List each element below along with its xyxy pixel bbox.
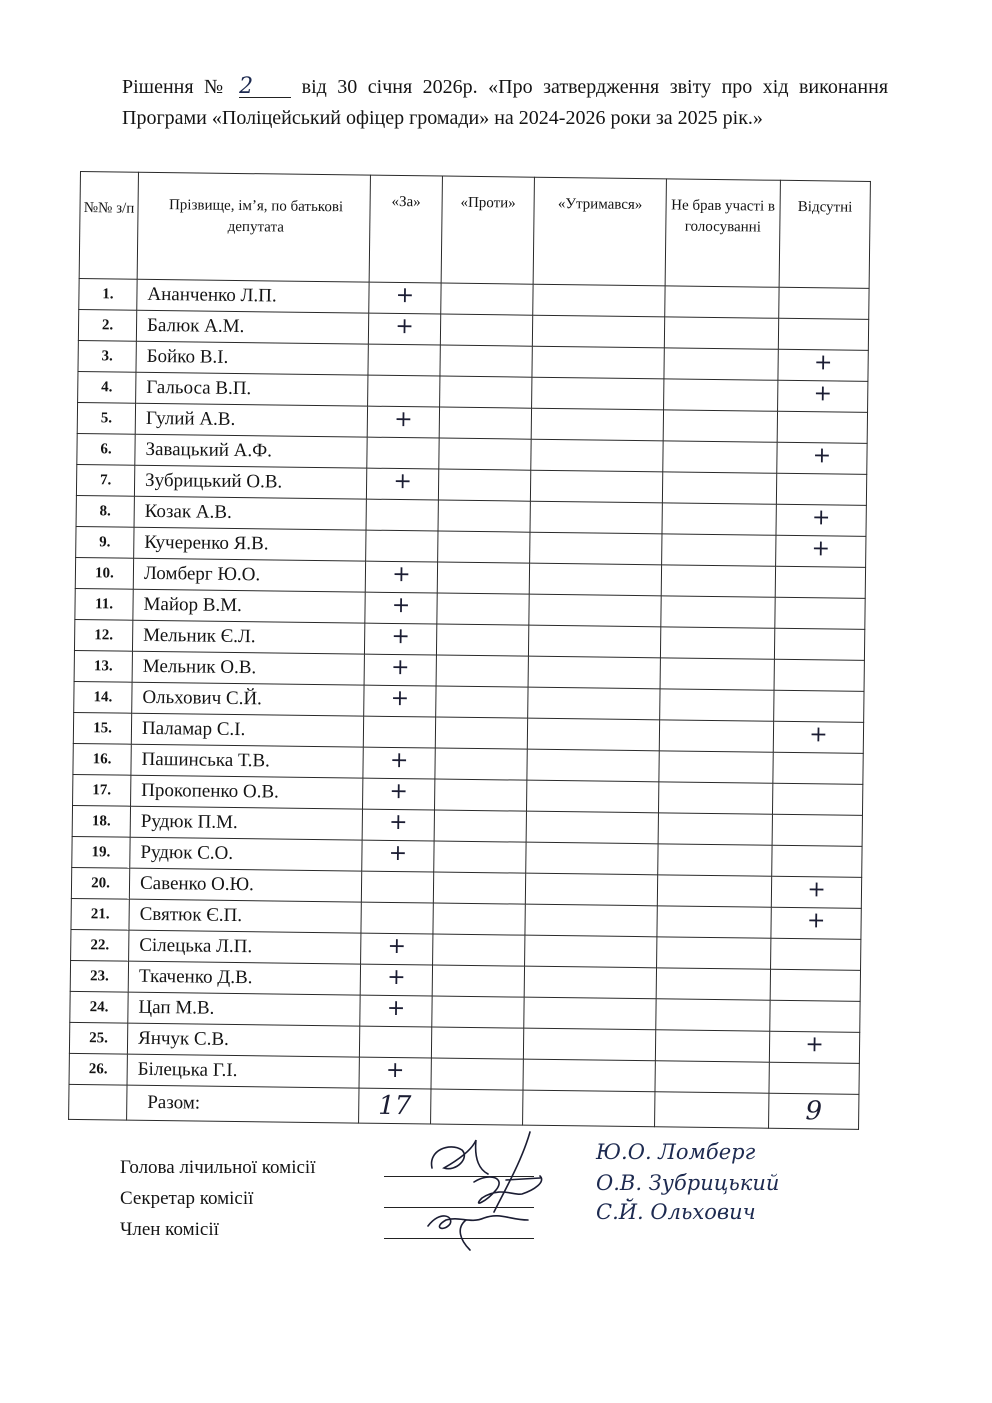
vote-for-mark: + [369, 282, 441, 314]
vote-against-mark [432, 965, 524, 997]
absent-mark [776, 473, 866, 505]
vote-for-mark: + [362, 809, 434, 841]
deputy-name: Мельник О.В. [132, 651, 364, 685]
not-voting-mark [659, 720, 773, 752]
row-number: 26. [69, 1053, 127, 1085]
vote-abstained-mark [526, 842, 658, 875]
row-number: 5. [77, 402, 135, 434]
row-number: 23. [70, 960, 128, 992]
row-number: 1. [79, 278, 137, 310]
absent-mark: + [776, 535, 866, 567]
vote-abstained-mark [528, 625, 660, 658]
vote-for-mark: + [359, 1057, 431, 1089]
vote-against-mark [435, 717, 527, 749]
deputy-name: Кучеренко Я.В. [134, 527, 366, 561]
absent-mark [774, 628, 864, 660]
row-number: 12. [74, 619, 132, 651]
col-header-against: «Проти» [441, 176, 534, 284]
absent-mark [775, 566, 865, 598]
chair-signature-stroke [432, 1140, 488, 1174]
vote-for-mark: + [365, 592, 437, 624]
not-voting-mark [656, 999, 770, 1031]
not-voting-mark [663, 441, 777, 473]
vote-abstained-mark [527, 718, 659, 751]
vote-against-mark [432, 996, 524, 1028]
vote-against-mark [436, 686, 528, 718]
not-voting-mark [660, 658, 774, 690]
member-signature-stroke [428, 1216, 528, 1229]
decision-prefix: Рішення № [122, 76, 229, 98]
not-voting-mark [665, 286, 779, 318]
absent-mark [770, 969, 860, 1001]
absent-mark: + [778, 349, 868, 381]
deputy-name: Зубрицький О.В. [134, 465, 366, 499]
row-number: 10. [75, 557, 133, 589]
member-signature-loop [460, 1220, 470, 1250]
secretary-label: Секретар комісії [120, 1188, 254, 1209]
absent-mark [773, 752, 863, 784]
vote-abstained-mark [526, 811, 658, 844]
vote-for-mark [359, 1026, 431, 1058]
col-header-for: «За» [369, 175, 442, 283]
absent-mark [774, 659, 864, 691]
deputy-name: Білецька Г.І. [127, 1054, 359, 1088]
deputy-name: Ольхович С.Й. [132, 682, 364, 716]
deputy-name: Мельник Є.Л. [132, 620, 364, 654]
table-header-row [79, 172, 870, 289]
vote-abstained-mark [532, 377, 664, 410]
row-number: 25. [69, 1022, 127, 1054]
vote-abstained-mark [526, 780, 658, 813]
row-number: 4. [78, 371, 136, 403]
vote-for-mark [368, 344, 440, 376]
vote-for-mark: + [363, 778, 435, 810]
row-number: 14. [74, 681, 132, 713]
not-voting-mark [662, 472, 776, 504]
vote-against-mark [440, 314, 532, 346]
vote-for-mark: + [365, 561, 437, 593]
deputy-name: Завацький А.Ф. [135, 434, 367, 468]
vote-for-mark [361, 871, 433, 903]
vote-against-mark [435, 748, 527, 780]
decision-number: 2 [239, 77, 291, 98]
vote-abstained-mark [525, 873, 657, 906]
col-header-number: №№ з/п [79, 172, 138, 280]
absent-mark [779, 287, 869, 319]
row-number: 7. [76, 464, 134, 496]
absent-mark: + [773, 721, 863, 753]
vote-against-mark [439, 407, 531, 439]
vote-abstained-mark [523, 1059, 655, 1092]
not-voting-mark [661, 565, 775, 597]
not-voting-mark [657, 937, 771, 969]
row-number: 22. [71, 929, 129, 961]
deputy-name: Майор В.М. [133, 589, 365, 623]
total-absent: 9 [769, 1093, 859, 1129]
total-label: Разом: [127, 1085, 359, 1123]
vote-for-mark: + [364, 654, 436, 686]
deputy-name: Гальоса В.П. [136, 372, 368, 406]
col-header-name: Прізвище, ім’я, по батькові депутата [137, 172, 370, 282]
deputy-name: Паламар С.І. [131, 713, 363, 747]
vote-against-mark [434, 841, 526, 873]
row-number: 15. [73, 712, 131, 744]
absent-mark: + [778, 380, 868, 412]
not-voting-mark [663, 410, 777, 442]
chair-signature-tail [494, 1132, 540, 1212]
vote-against-mark [440, 376, 532, 408]
deputy-name: Ломберг Ю.О. [133, 558, 365, 592]
decision-title [122, 72, 888, 134]
vote-against-mark [441, 283, 533, 315]
vote-for-mark: + [366, 468, 438, 500]
vote-for-mark: + [360, 964, 432, 996]
vote-for-mark [361, 902, 433, 934]
not-voting-mark [658, 782, 772, 814]
vote-abstained-mark [527, 749, 659, 782]
vote-abstained-mark [525, 935, 657, 968]
deputy-name: Сілецька Л.П. [129, 930, 361, 964]
vote-for-mark: + [368, 313, 440, 345]
absent-mark: + [777, 442, 867, 474]
vote-against-mark [440, 345, 532, 377]
row-number: 19. [72, 836, 130, 868]
chair-label: Голова лічильної комісії [120, 1157, 316, 1178]
secretary-handwritten-name: О.В. Зубрицький [596, 1171, 780, 1195]
not-voting-mark [655, 1061, 769, 1093]
deputy-name: Гулий А.В. [135, 403, 367, 437]
vote-for-mark: + [363, 747, 435, 779]
deputy-name: Святюк Є.П. [129, 899, 361, 933]
row-number: 17. [73, 774, 131, 806]
row-number: 24. [70, 991, 128, 1023]
not-voting-mark [657, 875, 771, 907]
total-number-cell [69, 1084, 127, 1120]
not-voting-mark [664, 379, 778, 411]
absent-mark [771, 938, 861, 970]
member-label: Член комісії [120, 1219, 219, 1240]
vote-against-mark [436, 655, 528, 687]
deputy-name: Балюк А.М. [136, 310, 368, 344]
vote-against-mark [431, 1027, 523, 1059]
not-voting-mark [664, 348, 778, 380]
vote-against-mark [434, 779, 526, 811]
vote-abstained-mark [532, 315, 664, 348]
not-voting-mark [662, 503, 776, 535]
voting-table [68, 171, 871, 1130]
vote-for-mark: + [362, 840, 434, 872]
vote-for-mark: + [360, 995, 432, 1027]
vote-abstained-mark [529, 594, 661, 627]
vote-against-mark [438, 469, 530, 501]
handwritten-signatures [410, 1120, 560, 1270]
vote-against-mark [438, 500, 530, 532]
vote-for-mark: + [361, 933, 433, 965]
vote-against-mark [433, 872, 525, 904]
row-number: 21. [71, 898, 129, 930]
col-header-not-voting: Не брав участі в голосуванні [665, 179, 780, 287]
row-number: 2. [78, 309, 136, 341]
row-number: 16. [73, 743, 131, 775]
absent-mark [769, 1062, 859, 1094]
total-for: 17 [359, 1088, 431, 1124]
vote-abstained-mark [528, 656, 660, 689]
chair-handwritten-name: Ю.О. Ломберг [596, 1140, 756, 1164]
deputy-name: Ткаченко Д.В. [128, 961, 360, 995]
vote-against-mark [431, 1058, 523, 1090]
vote-abstained-mark [530, 532, 662, 565]
vote-abstained-mark [531, 439, 663, 472]
vote-abstained-mark [523, 1028, 655, 1061]
deputy-name: Ананченко Л.П. [137, 279, 369, 313]
vote-abstained-mark [525, 904, 657, 937]
deputy-name: Козак А.В. [134, 496, 366, 530]
not-voting-mark [662, 534, 776, 566]
not-voting-mark [656, 968, 770, 1000]
vote-abstained-mark [530, 470, 662, 503]
absent-mark [772, 845, 862, 877]
absent-mark [772, 783, 862, 815]
vote-abstained-mark [529, 563, 661, 596]
not-voting-mark [655, 1030, 769, 1062]
row-number: 20. [71, 867, 129, 899]
vote-abstained-mark [528, 687, 660, 720]
not-voting-mark [658, 813, 772, 845]
deputy-name: Цап М.В. [128, 992, 360, 1026]
vote-for-mark [368, 375, 440, 407]
vote-against-mark [436, 624, 528, 656]
deputy-name: Янчук С.В. [127, 1023, 359, 1057]
vote-abstained-mark [530, 501, 662, 534]
vote-abstained-mark [524, 997, 656, 1030]
absent-mark: + [769, 1031, 859, 1063]
row-number: 13. [74, 650, 132, 682]
vote-against-mark [439, 438, 531, 470]
vote-for-mark: + [367, 406, 439, 438]
row-number: 11. [75, 588, 133, 620]
vote-against-mark [438, 531, 530, 563]
row-number: 9. [76, 526, 134, 558]
vote-for-mark [367, 437, 439, 469]
total-not-voting [655, 1092, 769, 1128]
absent-mark [774, 690, 864, 722]
vote-against-mark [433, 934, 525, 966]
not-voting-mark [660, 627, 774, 659]
vote-for-mark [366, 530, 438, 562]
absent-mark [775, 597, 865, 629]
absent-mark [777, 411, 867, 443]
not-voting-mark [659, 751, 773, 783]
absent-mark: + [771, 876, 861, 908]
absent-mark: + [776, 504, 866, 536]
col-header-abstained: «Утримався» [533, 177, 666, 286]
col-header-absent: Відсутні [779, 180, 870, 288]
absent-mark: + [771, 907, 861, 939]
vote-for-mark: + [364, 623, 436, 655]
deputy-name: Савенко О.Ю. [129, 868, 361, 902]
vote-for-mark [366, 499, 438, 531]
absent-mark [770, 1000, 860, 1032]
row-number: 3. [78, 340, 136, 372]
not-voting-mark [664, 317, 778, 349]
vote-for-mark [363, 716, 435, 748]
deputy-name: Пашинська Т.В. [131, 744, 363, 778]
deputy-name: Прокопенко О.В. [131, 775, 363, 809]
vote-against-mark [433, 903, 525, 935]
not-voting-mark [661, 596, 775, 628]
row-number: 8. [76, 495, 134, 527]
vote-abstained-mark [524, 966, 656, 999]
absent-mark [772, 814, 862, 846]
row-number: 6. [77, 433, 135, 465]
not-voting-mark [660, 689, 774, 721]
vote-against-mark [437, 593, 529, 625]
decision-subject: від 30 січня 2026р. «Про затвердження звіту про хід виконання Програми «Поліцейський офіцер громади» на 2024-2026 роки за 2025 рік.» [122, 76, 889, 129]
deputy-name: Рудюк П.М. [130, 806, 362, 840]
vote-abstained-mark [533, 284, 665, 317]
row-number: 18. [72, 805, 130, 837]
vote-for-mark: + [364, 685, 436, 717]
deputy-name: Рудюк С.О. [130, 837, 362, 871]
vote-against-mark [437, 562, 529, 594]
vote-against-mark [434, 810, 526, 842]
member-handwritten-name: С.Й. Ольхович [596, 1200, 756, 1224]
deputy-name: Бойко В.І. [136, 341, 368, 375]
not-voting-mark [657, 906, 771, 938]
vote-abstained-mark [532, 346, 664, 379]
not-voting-mark [658, 844, 772, 876]
vote-abstained-mark [531, 408, 663, 441]
absent-mark [778, 318, 868, 350]
